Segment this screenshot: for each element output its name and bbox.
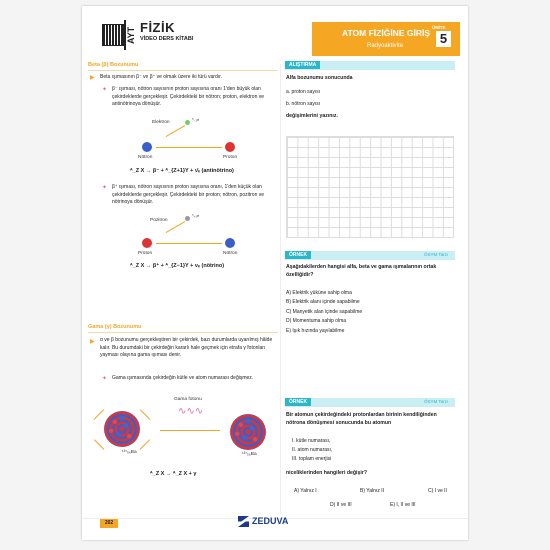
- option-b: B) Yalnız II: [360, 488, 384, 494]
- exercise-tag: ALIŞTIRMA: [285, 61, 320, 69]
- ground-nucleus: [230, 414, 266, 450]
- answer-grid[interactable]: [286, 136, 454, 238]
- decay-arrow: [156, 147, 222, 148]
- radiation-ray: [94, 439, 105, 450]
- star-bullet-icon: ✦: [102, 376, 108, 382]
- example-end: niceliklerinden hangileri değişir?: [286, 470, 368, 476]
- osym-badge: ÖSYM Tarzı: [424, 252, 449, 257]
- option-e: E) Işık hızında yayılabilme: [286, 327, 345, 334]
- gamma-section-title: Gama (γ) Bozunumu: [88, 324, 142, 330]
- radiation-ray: [94, 409, 105, 420]
- example-question: Aşağıdakilerden hangisi alfa, beta ve gama ışımalarının ortak özelliğidir?: [286, 264, 437, 278]
- option-c: C) I ve II: [428, 488, 447, 494]
- radiation-ray: [140, 409, 151, 420]
- chapter-subtitle: Radyoaktivite: [367, 43, 404, 49]
- radiation-ray: [140, 439, 151, 450]
- gamma-equation: ᴬ_Z X → ᴬ_Z X + γ: [150, 471, 197, 477]
- proton-particle: [225, 142, 235, 152]
- option-a: A) Yalnız I: [294, 488, 317, 494]
- section-rule: [88, 70, 278, 71]
- gamma-sub: Gama ışımasında çekirdeğin kütle ve atom numarası değişmez.: [112, 375, 254, 381]
- column-divider: [280, 64, 281, 514]
- page-number: 202: [100, 519, 118, 528]
- triangle-bullet-icon: ▶: [90, 339, 95, 345]
- unit-number: 5: [436, 31, 451, 47]
- example-items: [292, 438, 332, 465]
- option-a: A) Elektrik yüküne sahip olma: [286, 290, 352, 296]
- exercise-question: Alfa bozunumu sonucunda: [286, 75, 353, 81]
- ayt-label: AYT: [124, 20, 136, 50]
- neutron-particle: [142, 142, 152, 152]
- neutron-label: Nötron: [223, 251, 238, 256]
- beta-minus-equation: ᴬ_Z X → β⁻ + ᴬ_{Z+1}Y + ν̄ₑ (antinötrino): [130, 168, 234, 174]
- example-question: Bir atomun çekirdeğindeki protonlardan birinin kendiliğinden nötrona dönüşmesi sonucunda bu atomun: [286, 412, 437, 426]
- book-title: VİDEO DERS KİTABI: [140, 36, 194, 42]
- unit-label: ÜNİTE: [432, 25, 446, 30]
- section-rule: [88, 332, 278, 333]
- brand-name: ZEDUVA: [252, 516, 289, 526]
- statement-item: III. toplam enerjisi: [292, 456, 332, 462]
- emission-arrow: [166, 221, 186, 233]
- qr-code-icon[interactable]: [102, 24, 124, 46]
- decay-arrow: [156, 243, 222, 244]
- neutron-particle: [225, 238, 235, 248]
- positron-label: Pozitron: [150, 218, 168, 223]
- option-c: C) Manyetik alan içinde sapabilme: [286, 308, 363, 315]
- book-page: [82, 6, 468, 540]
- option-b: B) Elektrik alanı içinde sapabilme: [286, 299, 360, 306]
- exercise-option-a: a. proton sayısı: [286, 89, 321, 95]
- electron-symbol: ⁰₋₁e: [192, 117, 200, 122]
- positron-particle: [185, 216, 190, 221]
- barium-left-label: ¹³⁷₅₆Ba: [122, 450, 137, 455]
- wave-icon: ∿∿∿: [178, 406, 204, 417]
- chapter-title: ATOM FİZİĞİNE GİRİŞ: [342, 28, 430, 38]
- statement-item: II. atom numarası,: [292, 447, 333, 453]
- example-options: [286, 290, 362, 337]
- electron-label: Elektron: [152, 120, 170, 125]
- star-bullet-icon: ✦: [102, 185, 108, 191]
- neutron-label: Nötron: [138, 155, 153, 160]
- proton-particle: [142, 238, 152, 248]
- option-e: E) I, II ve III: [390, 502, 416, 508]
- beta-section-title: Beta (β) Bozunumu: [88, 62, 139, 68]
- excited-nucleus: [104, 411, 140, 447]
- proton-label: Proton: [138, 251, 153, 256]
- gamma-photon-label: Gama fotonu: [174, 397, 202, 402]
- beta-plus-equation: ᴬ_Z X → β⁺ + ᴬ_{Z−1}Y + νₑ (nötrino): [130, 263, 225, 269]
- osym-badge: ÖSYM Tarzı: [424, 399, 449, 404]
- gamma-text: α ve β bozunumu gerçekleştiren bir çekirdek, bazı durumlarda uyarılmış hâlde kalır. Bu durumdaki bir çekirdeğin kararlı hale geçmek için etrafa γ fotonları yayması olayına gama ışıması denir.: [100, 337, 273, 358]
- triangle-bullet-icon: ▶: [90, 75, 95, 81]
- beta-minus-text: β⁻ ışıması, nötron sayısının proton sayısına oranı 1'den büyük olan çekirdeklerde gerçekleşir. Çekirdekteki bir nötron; proton, elektron ve antinötrinoya dönüşür.: [112, 86, 265, 107]
- barium-right-label: ¹³⁷₅₆Ba: [242, 452, 257, 457]
- exercise-end: değişimlerini yazınız.: [286, 113, 338, 119]
- subject-title: FİZİK: [140, 20, 175, 35]
- proton-label: Proton: [223, 155, 238, 160]
- star-bullet-icon: ✦: [102, 87, 108, 93]
- example-tag: ÖRNEK: [285, 398, 311, 406]
- example-tag: ÖRNEK: [285, 251, 311, 259]
- beta-plus-text: β⁺ ışıması, nötron sayısının proton sayısına oranı, 1'den küçük olan çekirdeklerde gerçekleşir. Çekirdekteki bir proton; nötron, pozitron ve nötrinoya dönüşür.: [112, 184, 265, 205]
- gamma-emission-arrow: [160, 430, 220, 431]
- option-d: D) II ve III: [330, 502, 352, 508]
- electron-particle: [185, 120, 190, 125]
- emission-arrow: [166, 125, 186, 137]
- statement-item: I. kütle numarası,: [292, 438, 331, 444]
- exercise-option-b: b. nötron sayısı: [286, 101, 321, 107]
- positron-symbol: ⁰₊₁e: [192, 213, 200, 218]
- option-d: D) Momentuma sahip olma: [286, 318, 347, 325]
- beta-intro: Beta ışımasının β⁻ ve β⁺ ve olmak üzere iki türü vardır.: [100, 74, 222, 80]
